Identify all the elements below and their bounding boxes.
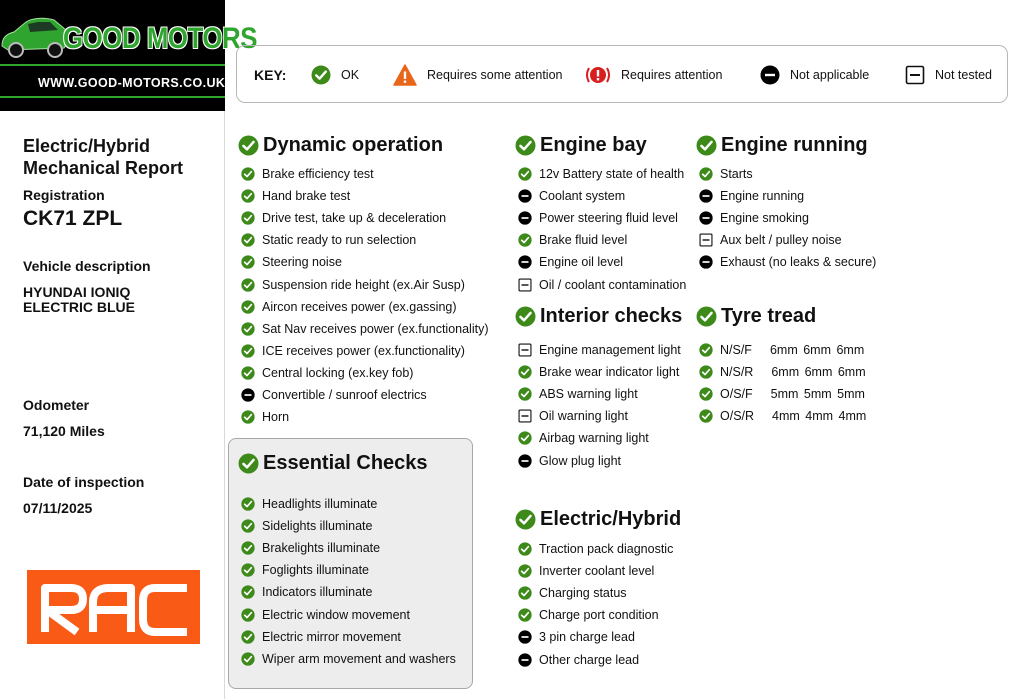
check-item xyxy=(241,496,377,512)
check-item-label: Brakelights illuminate xyxy=(262,541,381,555)
key-item-na xyxy=(760,46,869,104)
check-item xyxy=(241,518,372,534)
registration-label: Registration xyxy=(23,187,105,203)
check-item xyxy=(699,188,804,204)
check-item-label: Engine management light xyxy=(539,343,681,357)
tyre-tread-values: 5mm 5mm 5mm xyxy=(770,387,865,401)
brand-logo xyxy=(0,0,258,111)
key-item-label: Not applicable xyxy=(790,68,870,82)
check-icon xyxy=(518,431,532,445)
not-applicable-icon xyxy=(518,630,532,644)
check-item-label: Brake fluid level xyxy=(539,233,628,247)
check-icon xyxy=(311,65,331,85)
check-icon xyxy=(696,306,717,327)
check-icon xyxy=(518,542,532,556)
check-item-label: Coolant system xyxy=(539,189,626,203)
check-item-label: Steering noise xyxy=(262,255,342,269)
brand-name: GOOD MOTORS xyxy=(63,22,258,55)
inspection-date-label: Date of inspection xyxy=(23,474,145,490)
check-icon xyxy=(515,306,536,327)
check-item xyxy=(518,453,621,469)
check-item xyxy=(241,651,456,667)
check-item xyxy=(241,232,416,248)
check-item xyxy=(241,188,350,204)
not-applicable-icon xyxy=(699,189,713,203)
check-item-label: Hand brake test xyxy=(262,189,351,203)
section-title-text: Dynamic operation xyxy=(263,134,444,156)
check-item-label: Central locking (ex.key fob) xyxy=(262,366,414,380)
key-item-label: Requires attention xyxy=(621,68,723,82)
check-item xyxy=(241,321,488,337)
tyre-tread-values: 4mm 4mm 4mm xyxy=(772,409,867,423)
section-title-engine-running xyxy=(696,134,868,157)
check-icon xyxy=(241,608,255,622)
check-icon xyxy=(241,541,255,555)
not-applicable-icon xyxy=(518,454,532,468)
tyre-tread-values: 6mm 6mm 6mm xyxy=(769,343,865,357)
tyre-tread-values: 6mm 6mm 6mm xyxy=(771,365,866,379)
vehicle-label: Vehicle description xyxy=(23,258,151,274)
not-applicable-icon xyxy=(518,189,532,203)
check-item-label: 3 pin charge lead xyxy=(539,630,635,644)
check-icon xyxy=(241,211,255,225)
section-title-electric xyxy=(515,508,681,531)
check-icon xyxy=(518,387,532,401)
section-title-tyre xyxy=(696,305,816,328)
check-item-label: Wiper arm movement and washers xyxy=(262,652,456,666)
check-item-label: Electric window movement xyxy=(262,608,410,622)
check-item-label: Electric mirror movement xyxy=(262,630,401,644)
check-icon xyxy=(241,652,255,666)
check-item-label: Charging status xyxy=(539,586,627,600)
check-icon xyxy=(241,585,255,599)
check-icon xyxy=(241,300,255,314)
not-applicable-icon xyxy=(699,211,713,225)
section-title-essential xyxy=(238,452,428,475)
check-item-label: Horn xyxy=(262,410,290,424)
check-icon xyxy=(241,278,255,292)
check-icon xyxy=(515,509,536,530)
check-icon xyxy=(241,255,255,269)
check-item-label: O/S/F xyxy=(720,387,753,401)
not-applicable-icon xyxy=(518,211,532,225)
section-title-dynamic xyxy=(238,134,443,157)
not-applicable-icon xyxy=(241,388,255,402)
report-title-line: Electric/Hybrid xyxy=(23,136,151,156)
check-item xyxy=(241,629,401,645)
check-item xyxy=(699,364,866,380)
check-item-label: Oil / coolant contamination xyxy=(539,278,687,292)
not-tested-icon xyxy=(699,233,713,247)
section-title-text: Essential Checks xyxy=(263,452,428,474)
check-item xyxy=(518,408,628,424)
check-item xyxy=(518,585,627,601)
check-item xyxy=(699,254,876,270)
check-icon xyxy=(518,233,532,247)
legend-key xyxy=(236,45,1008,103)
check-item-label: Aux belt / pulley noise xyxy=(720,233,842,247)
check-icon xyxy=(518,365,532,379)
check-item-label: N/S/F xyxy=(720,343,752,357)
logo-divider xyxy=(0,64,225,66)
check-item-label: ABS warning light xyxy=(539,387,638,401)
section-title-interior xyxy=(515,305,682,328)
key-item-nt xyxy=(905,46,992,104)
check-item-label: Brake wear indicator light xyxy=(539,365,680,379)
check-icon xyxy=(241,497,255,511)
check-item-label: Convertible / sunroof electrics xyxy=(262,388,427,402)
check-item xyxy=(699,386,865,402)
check-icon xyxy=(699,167,713,181)
check-icon xyxy=(518,167,532,181)
check-item-label: Other charge lead xyxy=(539,653,640,667)
check-item-label: Charge port condition xyxy=(539,608,659,622)
check-item xyxy=(241,210,446,226)
check-item xyxy=(241,584,372,600)
check-item-label: 12v Battery state of health xyxy=(539,167,685,181)
check-item xyxy=(241,607,410,623)
check-item-label: Brake efficiency test xyxy=(262,167,374,181)
check-icon xyxy=(696,135,717,156)
check-item-label: ICE receives power (ex.functionality) xyxy=(262,344,465,358)
check-item-label: Engine oil level xyxy=(539,255,624,269)
check-item-label: Sat Nav receives power (ex.functionality) xyxy=(262,322,489,336)
not-tested-icon xyxy=(518,343,532,357)
check-item-label: Power steering fluid level xyxy=(539,211,678,225)
check-item xyxy=(518,232,627,248)
check-item xyxy=(518,430,649,446)
check-item-label: Aircon receives power (ex.gassing) xyxy=(262,300,457,314)
check-item-label: Engine smoking xyxy=(720,211,809,225)
report-title xyxy=(23,135,183,179)
check-item-label: Traction pack diagnostic xyxy=(539,542,674,556)
check-icon xyxy=(238,135,259,156)
inspection-date-value: 07/11/2025 xyxy=(23,500,93,516)
check-item xyxy=(518,188,625,204)
check-item-label: Exhaust (no leaks & secure) xyxy=(720,255,877,269)
check-item-label: Engine running xyxy=(720,189,805,203)
alert-icon xyxy=(585,64,611,86)
check-icon xyxy=(241,366,255,380)
key-item-warn xyxy=(393,46,563,104)
check-item xyxy=(241,299,457,315)
car-icon xyxy=(0,8,70,62)
check-item xyxy=(518,652,639,668)
check-item xyxy=(518,629,635,645)
check-item xyxy=(518,364,679,380)
not-applicable-icon xyxy=(518,255,532,269)
check-icon xyxy=(241,322,255,336)
check-item xyxy=(518,254,623,270)
key-item-alert xyxy=(585,46,722,104)
check-icon xyxy=(699,343,713,357)
check-icon xyxy=(238,453,259,474)
check-item xyxy=(518,607,659,623)
section-title-text: Interior checks xyxy=(540,305,683,327)
check-item xyxy=(241,387,427,403)
check-item xyxy=(518,342,681,358)
section-title-text: Electric/Hybrid xyxy=(540,508,682,530)
check-item xyxy=(699,210,809,226)
check-item xyxy=(241,254,342,270)
check-item-label: Sidelights illuminate xyxy=(262,519,373,533)
check-item xyxy=(699,408,866,424)
check-item-label: Indicators illuminate xyxy=(262,585,373,599)
not-tested-icon xyxy=(518,278,532,292)
check-item xyxy=(241,540,380,556)
warning-triangle-icon xyxy=(393,64,417,86)
check-item-label: Headlights illuminate xyxy=(262,497,378,511)
not-applicable-icon xyxy=(518,653,532,667)
section-title-text: Engine bay xyxy=(540,134,647,156)
check-item-label: O/S/R xyxy=(720,409,755,423)
section-title-text: Tyre tread xyxy=(721,305,817,327)
check-item xyxy=(699,166,753,182)
check-icon xyxy=(241,519,255,533)
check-item-label: Starts xyxy=(720,167,753,181)
check-item-label: Static ready to run selection xyxy=(262,233,417,247)
check-icon xyxy=(241,563,255,577)
check-item-label: Glow plug light xyxy=(539,454,621,468)
odometer-label: Odometer xyxy=(23,397,90,413)
check-icon xyxy=(241,630,255,644)
section-title-engine-bay xyxy=(515,134,647,157)
report-title-line: Mechanical Report xyxy=(23,158,184,178)
check-item xyxy=(241,409,289,425)
check-icon xyxy=(241,344,255,358)
check-item xyxy=(241,343,465,359)
key-item-label: Requires some attention xyxy=(427,68,563,82)
check-item xyxy=(518,541,673,557)
check-item xyxy=(699,342,864,358)
not-tested-icon xyxy=(905,65,925,85)
check-icon xyxy=(241,410,255,424)
check-icon xyxy=(515,135,536,156)
check-item xyxy=(518,210,678,226)
check-icon xyxy=(699,409,713,423)
check-item xyxy=(699,232,842,248)
check-item-label: Oil warning light xyxy=(539,409,628,423)
rac-wordmark xyxy=(27,570,200,644)
check-item xyxy=(518,277,686,293)
key-item-label: OK xyxy=(341,68,360,82)
check-item xyxy=(241,166,374,182)
key-item-ok xyxy=(311,46,359,104)
column-divider xyxy=(224,111,225,699)
logo-divider xyxy=(0,96,225,98)
check-icon xyxy=(518,586,532,600)
check-item xyxy=(518,563,654,579)
check-icon xyxy=(699,365,713,379)
check-item-label: N/S/R xyxy=(720,365,754,379)
check-icon xyxy=(241,189,255,203)
not-tested-icon xyxy=(518,409,532,423)
check-icon xyxy=(699,387,713,401)
check-icon xyxy=(518,564,532,578)
check-item-label: Drive test, take up & deceleration xyxy=(262,211,447,225)
check-item xyxy=(241,277,465,293)
check-item-label: Inverter coolant level xyxy=(539,564,655,578)
check-item-label: Airbag warning light xyxy=(539,431,649,445)
check-item xyxy=(241,562,369,578)
check-item xyxy=(518,166,684,182)
check-item xyxy=(241,365,413,381)
check-item xyxy=(518,386,638,402)
vehicle-value: HYUNDAI IONIQ ELECTRIC BLUE xyxy=(23,284,135,315)
registration-value: CK71 ZPL xyxy=(23,207,123,230)
section-title-text: Engine running xyxy=(721,134,868,156)
not-applicable-icon xyxy=(760,65,780,85)
rac-logo xyxy=(27,570,200,644)
check-icon xyxy=(241,233,255,247)
not-applicable-icon xyxy=(699,255,713,269)
brand-url: WWW.GOOD-MOTORS.CO.UK xyxy=(38,76,226,90)
key-label: KEY: xyxy=(254,67,287,83)
check-item-label: Foglights illuminate xyxy=(262,563,369,577)
key-item-label: Not tested xyxy=(935,68,992,82)
check-icon xyxy=(518,608,532,622)
odometer-value: 71,120 Miles xyxy=(23,423,105,439)
check-icon xyxy=(241,167,255,181)
check-item-label: Suspension ride height (ex.Air Susp) xyxy=(262,278,465,292)
